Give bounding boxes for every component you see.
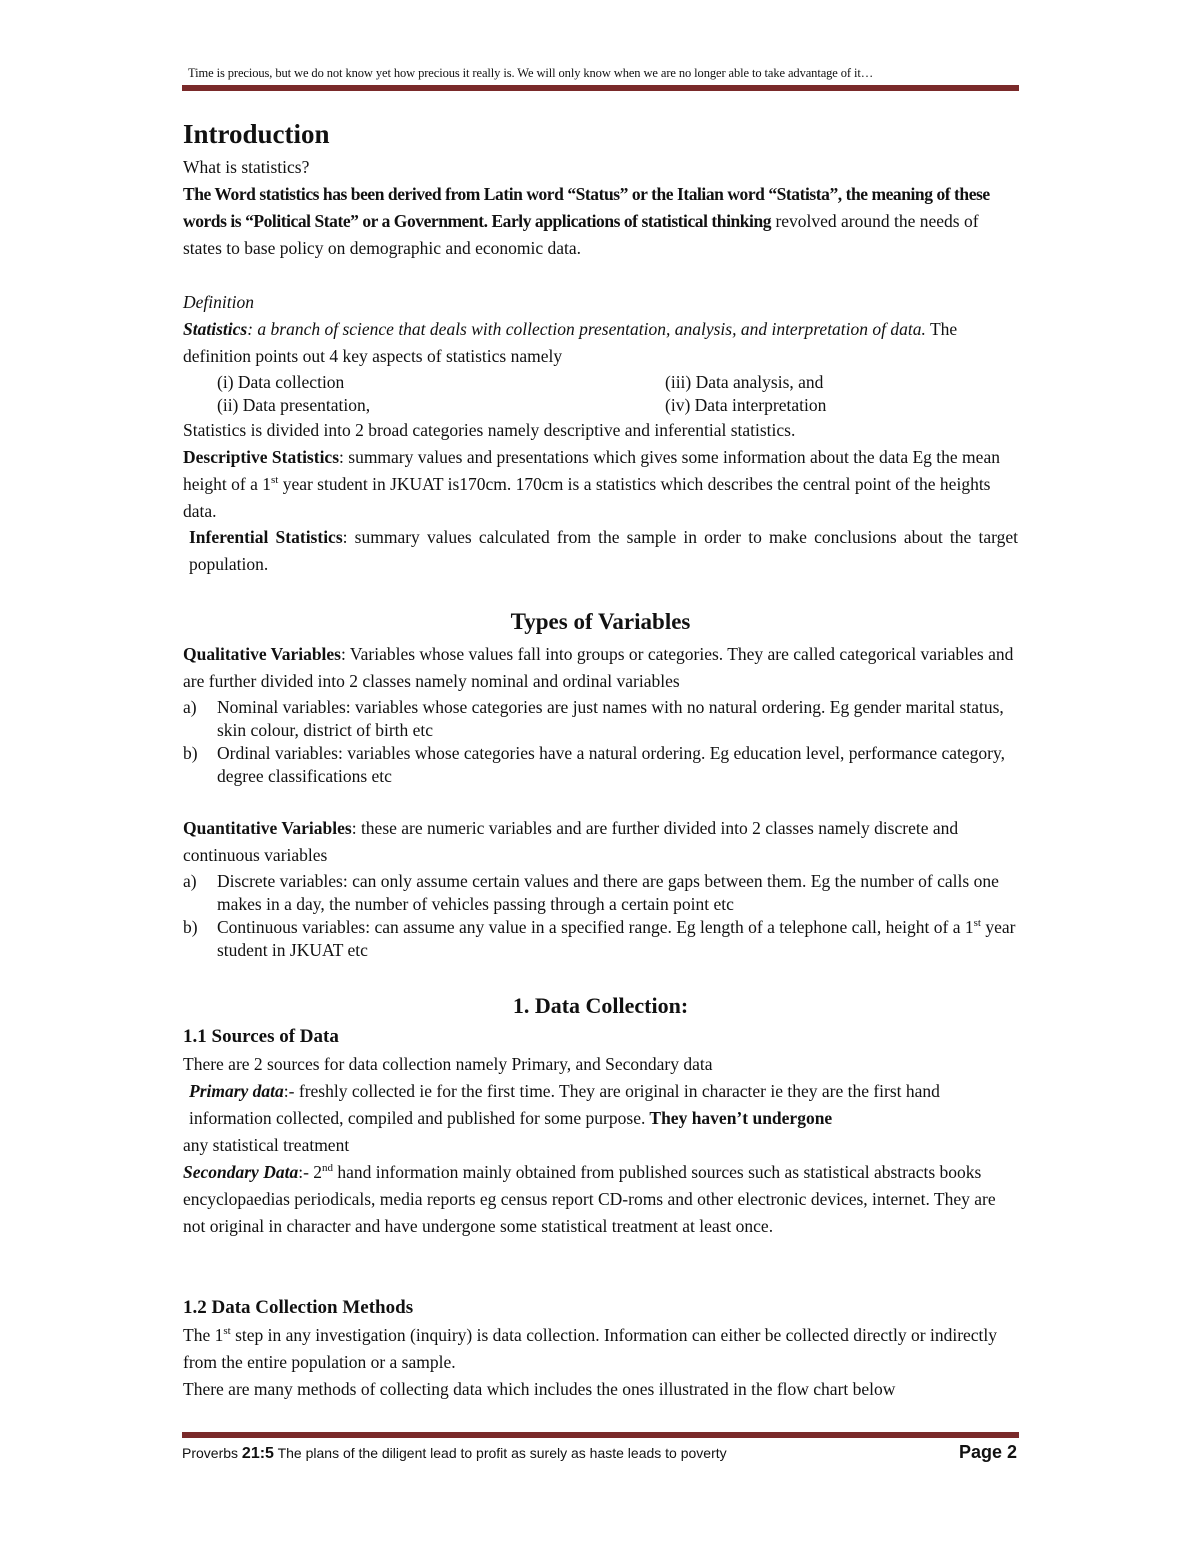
intro-title: Introduction [183, 119, 330, 149]
running-header: Time is precious, but we do not know yet how precious it really is. We will only know when we are no longer able to take advantage of it… [188, 66, 874, 80]
sources-intro: There are 2 sources for data collection namely Primary, and Secondary data [183, 1054, 713, 1074]
intro-paragraph-bold: The Word statistics has been derived from Latin word “Status” or the Italian word “Statista”, the meaning of these words is “Political State” or a Government. Early applications of statistical thinking [183, 184, 990, 231]
sources-title: 1.1 Sources of Data [183, 1026, 339, 1047]
quantitative-term: Quantitative Variables [183, 818, 352, 838]
descriptive-sup: st [270, 474, 279, 487]
inferential-text: : summary values calculated from the sample in order to make conclusions about the target population. [189, 527, 1018, 574]
qualitative-text: : Variables whose values fall into groups or categories. They are called categorical variables and are further divided into 2 classes namely nominal and ordinal variables [183, 644, 1014, 691]
definition-term: Statistics [183, 319, 248, 339]
footer-verse: 21:5 [241, 1445, 274, 1462]
quantitative-paragraph [183, 815, 1018, 869]
intro-question: What is statistics? [183, 157, 310, 177]
secondary-sup: nd [322, 1162, 334, 1175]
types-title: Types of Variables [510, 609, 691, 634]
quantitative-text: : these are numeric variables and are further divided into 2 classes namely discrete and continuous variables [183, 818, 959, 865]
qualitative-term: Qualitative Variables [183, 644, 341, 664]
list-marker: b) [183, 743, 198, 763]
methods-title: 1.2 Data Collection Methods [183, 1297, 414, 1318]
aspect-item: (i) Data collection [217, 372, 345, 392]
secondary-paragraph [183, 1159, 1018, 1240]
footer [182, 1442, 1019, 1466]
list-text: Ordinal variables: variables whose categories have a natural ordering. Eg education level, performance category, degree classifications etc [217, 743, 1005, 786]
aspect-item: (ii) Data presentation, [217, 395, 371, 415]
methods-text: The 1 [183, 1325, 224, 1345]
intro-paragraph [183, 181, 1018, 262]
descriptive-paragraph [183, 444, 1018, 525]
footer-proverb [182, 1445, 727, 1463]
inferential-paragraph [183, 524, 1018, 578]
definition-paragraph [183, 316, 1018, 370]
list-marker: a) [183, 871, 197, 891]
aspect-item: (iii) Data analysis, and [665, 372, 824, 392]
definition-text: : a branch of science that deals with collection presentation, analysis, and interpretation of data. [247, 319, 926, 339]
list-text-part: year student in JKUAT etc [217, 917, 1016, 960]
intro-paragraph-rest: revolved around the needs of states to base policy on demographic and economic data. [183, 211, 979, 258]
definition-label: Definition [183, 292, 254, 312]
primary-text: :- freshly collected ie for the first time. They are original in character ie they are the first hand information collected, compiled and published for some purpose. [189, 1081, 940, 1128]
list-marker: b) [183, 917, 198, 937]
list-text-part: Continuous variables: can assume any value in a specified range. Eg length of a telephone call, height of a 1 [217, 917, 974, 937]
divided-sentence: Statistics is divided into 2 broad categories namely descriptive and inferential statistics. [183, 420, 796, 440]
descriptive-text-end: year student in JKUAT is170cm. 170cm is a statistics which describes the central point of the heights data. [183, 474, 991, 521]
list-text [217, 916, 1017, 962]
list-text: Discrete variables: can only assume certain values and there are gaps between them. Eg the number of calls one makes in a day, the number of vehicles passing through a certain point etc [217, 871, 999, 914]
list-sup: st [973, 917, 981, 930]
collection-title: 1. Data Collection: [512, 993, 689, 1018]
list-text: Nominal variables: variables whose categories are just names with no natural ordering. Eg gender marital status, skin colour, district of birth etc [217, 697, 1004, 740]
descriptive-text: : summary values and presentations which gives some information about the data Eg the mean height of a 1 [183, 447, 1000, 494]
footer-ref: Proverbs [182, 1445, 242, 1461]
secondary-text: :- 2 [298, 1162, 323, 1182]
list-marker: a) [183, 697, 197, 717]
primary-term: Primary data [189, 1081, 284, 1101]
primary-bold: They haven’t undergone [645, 1108, 833, 1128]
footer-text: The plans of the diligent lead to profit as surely as haste leads to poverty [273, 1445, 727, 1461]
qualitative-paragraph [183, 641, 1018, 695]
inferential-term: Inferential Statistics [189, 527, 343, 547]
aspect-item: (iv) Data interpretation [665, 395, 827, 415]
page-number: Page 2 [958, 1442, 1017, 1462]
primary-paragraph [183, 1078, 1018, 1132]
secondary-text-end: hand information mainly obtained from published sources such as statistical abstracts books encyclopaedias periodicals, media reports eg census report CD-roms and other electronic devices, internet. They are not original in character and have undergone some statistical treatment at least once. [183, 1162, 996, 1236]
secondary-term: Secondary Data [183, 1162, 299, 1182]
definition-after: The definition points out 4 key aspects of statistics namely [183, 319, 958, 366]
descriptive-term: Descriptive Statistics [183, 447, 340, 467]
header-rule [182, 85, 1019, 91]
methods-sup: st [223, 1325, 231, 1338]
methods-paragraph [183, 1322, 1018, 1376]
primary-tail: any statistical treatment [183, 1135, 350, 1155]
footer-rule [182, 1432, 1019, 1438]
methods-text-end: step in any investigation (inquiry) is data collection. Information can either be collected directly or indirectly from the entire population or a sample. [183, 1325, 998, 1372]
methods-flow-sentence: There are many methods of collecting data which includes the ones illustrated in the flow chart below [183, 1379, 896, 1399]
